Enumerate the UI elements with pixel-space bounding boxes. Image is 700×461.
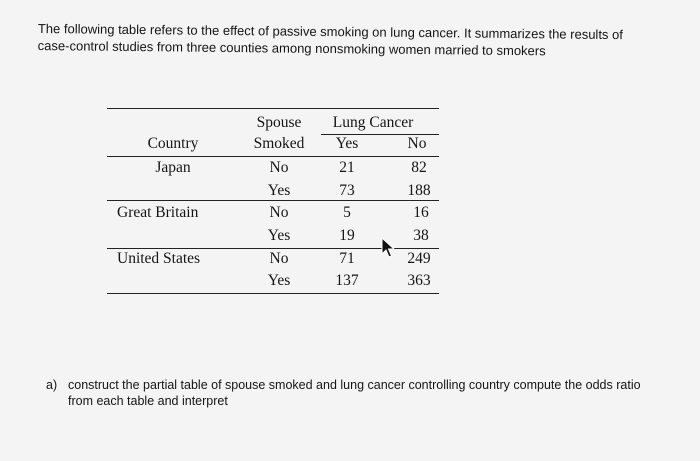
row-smoked: Yes xyxy=(267,227,291,244)
row-yes-count: 21 xyxy=(339,159,355,176)
row-smoked: No xyxy=(269,159,289,176)
header-yes: Yes xyxy=(335,135,359,152)
row-no-count: 38 xyxy=(413,227,429,244)
row-country: United States xyxy=(117,250,201,267)
row-country: Great Britain xyxy=(117,204,199,221)
row-yes-count: 73 xyxy=(339,182,355,199)
header-spouse: Spouse xyxy=(256,114,302,131)
mouse-cursor-icon xyxy=(380,237,396,259)
table-top-rule xyxy=(107,108,439,109)
row-no-count: 16 xyxy=(413,204,429,221)
row-smoked: No xyxy=(269,250,289,267)
row-yes-count: 19 xyxy=(339,227,355,244)
header-lung-cancer: Lung Cancer xyxy=(332,114,414,131)
header-no: No xyxy=(407,135,427,152)
row-no-count: 249 xyxy=(407,250,431,267)
row-smoked: Yes xyxy=(267,272,291,289)
header-smoked: Smoked xyxy=(253,135,305,152)
question-label: a) xyxy=(46,378,58,392)
question-text: construct the partial table of spouse smoked and lung cancer controlling country compute the odds ratio from each table and interpret xyxy=(68,378,641,408)
row-no-count: 363 xyxy=(407,272,431,289)
row-yes-count: 5 xyxy=(343,204,351,221)
intro-paragraph: The following table refers to the effect of passive smoking on lung cancer. It summarizes the results of case-control studies from three counties among nonsmoking women married to smokers xyxy=(37,20,624,59)
row-smoked: No xyxy=(269,204,289,221)
row-yes-count: 71 xyxy=(339,250,355,267)
row-country: Japan xyxy=(155,159,191,176)
header-country: Country xyxy=(147,135,199,152)
header-bottom-rule xyxy=(107,156,439,157)
row-no-count: 82 xyxy=(411,159,427,176)
row-smoked: Yes xyxy=(267,182,291,199)
row-yes-count: 137 xyxy=(335,272,359,289)
data-table xyxy=(107,108,439,294)
japan-bottom-rule xyxy=(107,200,439,201)
row-no-count: 188 xyxy=(407,182,431,199)
table-bottom-rule xyxy=(107,293,439,294)
